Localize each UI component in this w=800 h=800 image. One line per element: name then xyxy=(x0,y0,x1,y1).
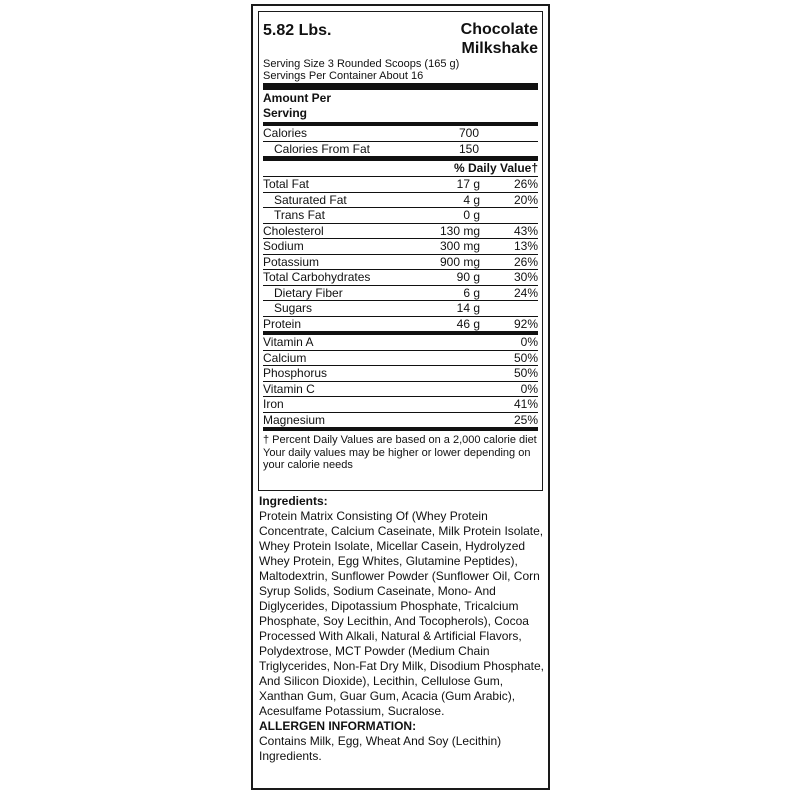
vitamin-label: Iron xyxy=(263,397,284,411)
nutrient-label: Saturated Fat xyxy=(274,192,347,207)
vitamin-label: Vitamin C xyxy=(263,381,315,396)
nutrient-label: Total Fat xyxy=(263,177,310,191)
nutrient-label: Total Carbohydrates xyxy=(263,270,371,284)
vitamin-row xyxy=(263,382,538,398)
flavor-line-2: Milkshake xyxy=(461,40,538,57)
nutrient-list xyxy=(263,177,538,331)
vitamin-dv: 50% xyxy=(513,350,538,365)
nutrient-label: Sugars xyxy=(274,301,313,315)
nutrient-row xyxy=(263,224,538,240)
nutrient-label: Potassium xyxy=(263,254,320,269)
nutrient-label: Trans Fat xyxy=(274,208,325,222)
nutrient-label: Cholesterol xyxy=(263,223,324,238)
nutrient-label: Dietary Fiber xyxy=(274,285,343,300)
nutrient-row xyxy=(263,208,538,224)
vitamin-dv: 50% xyxy=(513,366,538,380)
servings-per-container: Servings Per Container About 16 xyxy=(263,70,424,82)
vitamin-row xyxy=(263,413,538,428)
daily-value-header: % Daily Value† xyxy=(263,161,538,177)
nutrient-row xyxy=(263,301,538,317)
calories-value: 700 xyxy=(459,126,480,140)
vitamin-label: Calcium xyxy=(263,350,307,365)
nutrient-amount: 6 g xyxy=(463,285,480,300)
nutrient-dv xyxy=(482,301,538,316)
divider-thick xyxy=(263,83,538,90)
vitamin-row xyxy=(263,366,538,382)
vitamin-label: Magnesium xyxy=(263,412,326,427)
vitamin-dv: 0% xyxy=(520,335,538,349)
nutrient-amount: 300 mg xyxy=(439,239,480,253)
flavor-name xyxy=(461,20,538,58)
nutrient-dv: 26% xyxy=(513,177,538,191)
nutrient-row xyxy=(263,239,538,255)
nutrient-dv: 43% xyxy=(513,223,538,238)
nutrient-row xyxy=(263,193,538,209)
nutrient-dv: 20% xyxy=(513,192,538,207)
amount-per-line-2: Serving xyxy=(263,106,308,120)
calories-row xyxy=(263,126,538,142)
amount-per-serving xyxy=(263,90,538,122)
nutrient-amount: 46 g xyxy=(456,316,480,331)
nutrient-dv: 92% xyxy=(513,316,538,331)
nutrient-row xyxy=(263,317,538,332)
ingredients-heading: Ingredients: xyxy=(259,494,328,508)
flavor-line-1: Chocolate xyxy=(460,21,538,38)
label-header xyxy=(263,16,538,58)
ingredients-section xyxy=(259,494,544,764)
vitamin-label: Phosphorus xyxy=(263,366,328,380)
nutrient-row xyxy=(263,255,538,271)
vitamin-dv: 41% xyxy=(513,397,538,411)
vitamin-row xyxy=(263,351,538,367)
nutrient-amount: 14 g xyxy=(456,301,480,315)
nutrient-amount: 17 g xyxy=(456,177,480,191)
nutrient-amount: 0 g xyxy=(463,208,480,222)
nutrient-amount: 130 mg xyxy=(439,223,480,238)
nutrient-dv: 24% xyxy=(513,285,538,300)
supplement-facts-box xyxy=(258,11,543,491)
calories-label: Calories xyxy=(263,126,308,140)
nutrient-row xyxy=(263,177,538,193)
nutrient-row xyxy=(263,286,538,302)
nutrient-label: Protein xyxy=(263,316,302,331)
serving-size: Serving Size 3 Rounded Scoops (165 g) xyxy=(263,58,460,70)
vitamin-dv: 25% xyxy=(513,412,538,427)
calories-fat-label: Calories From Fat xyxy=(274,141,371,156)
calories-fat-value: 150 xyxy=(459,141,480,156)
nutrient-dv: 13% xyxy=(513,239,538,253)
net-weight: 5.82 Lbs. xyxy=(263,22,332,39)
ingredients-text: Protein Matrix Consisting Of (Whey Protein Concentrate, Calcium Caseinate, Milk Protein Isolate, Whey Protein Isolate, Micellar Casein, Hydrolyzed Whey Protein, Egg Whites, Glutamine Peptides), Maltodextrin, Sunflower Powder (Sunflower Oil, Corn Syrup Solids, Sodium Caseinate, Mono- And Diglycerides, Dipotassium Phosphate, Tricalcium Phosphate, Soy Lecithin, And Tocopherols), Cocoa Processed With Alkali, Natural & Artificial Flavors, Polydextrose, MCT Powder (Medium Chain Triglycerides, Non-Fat Dry Milk, Disodium Phosphate, And Silicon Dioxide), Lecithin, Cellulose Gum, Xanthan Gum, Guar Gum, Acacia (Gum Arabic), Acesulfame Potassium, Sucralose. xyxy=(259,509,544,718)
nutrient-amount: 4 g xyxy=(463,192,480,207)
nutrient-dv xyxy=(482,208,538,223)
vitamin-label: Vitamin A xyxy=(263,335,314,349)
daily-value-footnote: † Percent Daily Values are based on a 2,000 calorie diet Your daily values may be higher or lower depending on your calorie needs xyxy=(263,434,537,471)
nutrient-amount: 90 g xyxy=(456,270,480,284)
nutrient-label: Sodium xyxy=(263,239,304,253)
vitamin-row xyxy=(263,335,538,351)
vitamin-list xyxy=(263,335,538,427)
nutrition-label-panel xyxy=(251,4,550,790)
calories-from-fat-row xyxy=(263,142,538,158)
vitamin-row xyxy=(263,397,538,413)
amount-per-line-1: Amount Per xyxy=(263,91,332,105)
nutrient-dv: 26% xyxy=(513,254,538,269)
allergen-text: Contains Milk, Egg, Wheat And Soy (Lecithin) Ingredients. xyxy=(259,734,502,763)
nutrient-dv: 30% xyxy=(513,270,538,284)
nutrient-row xyxy=(263,270,538,286)
nutrient-amount: 900 mg xyxy=(439,254,480,269)
vitamin-dv: 0% xyxy=(520,381,538,396)
allergen-heading: ALLERGEN INFORMATION: xyxy=(259,719,417,733)
